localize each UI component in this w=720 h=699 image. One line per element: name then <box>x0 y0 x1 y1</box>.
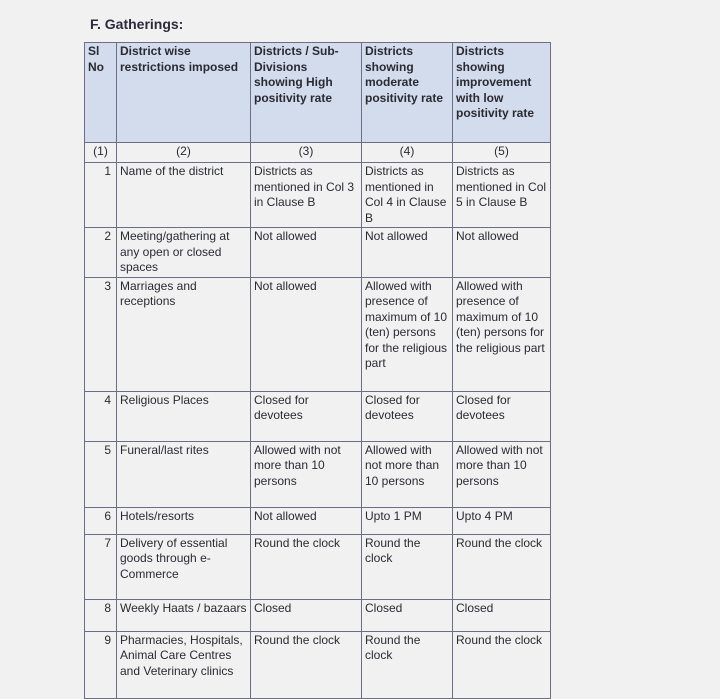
table-cell: Round the clock <box>362 631 453 698</box>
gatherings-table <box>84 42 551 699</box>
table-row <box>85 599 551 631</box>
table-cell: Delivery of essential goods through e-Commerce <box>117 534 251 599</box>
header-low-positivity: Districts showing improvement with low positivity rate <box>453 43 551 143</box>
table-row <box>85 391 551 441</box>
table-cell: 4 <box>85 391 117 441</box>
table-cell: Meeting/gathering at any open or closed spaces <box>117 228 251 278</box>
table-cell: 2 <box>85 228 117 278</box>
table-header-row <box>85 43 551 143</box>
table-cell: Allowed with presence of maximum of 10 (ten) persons for the religious part <box>362 277 453 391</box>
table-cell: Round the clock <box>251 631 362 698</box>
table-cell: 8 <box>85 599 117 631</box>
table-cell: Upto 4 PM <box>453 507 551 534</box>
header-restrictions: District wise restrictions imposed <box>117 43 251 143</box>
table-cell: Funeral/last rites <box>117 441 251 507</box>
table-cell: (2) <box>117 143 251 163</box>
table-cell: Districts as mentioned in Col 3 in Clause B <box>251 163 362 228</box>
section-title: F. Gatherings: <box>90 16 184 32</box>
table-row <box>85 228 551 278</box>
table-row <box>85 507 551 534</box>
header-sl-no: Sl No <box>85 43 117 143</box>
table-cell: Name of the district <box>117 163 251 228</box>
table-cell: Closed <box>362 599 453 631</box>
table-cell: Hotels/resorts <box>117 507 251 534</box>
header-high-positivity: Districts / Sub-Divisions showing High positivity rate <box>251 43 362 143</box>
table-cell: 9 <box>85 631 117 698</box>
table-cell: 5 <box>85 441 117 507</box>
table-cell: 1 <box>85 163 117 228</box>
table-cell: Round the clock <box>453 534 551 599</box>
table-cell: Districts as mentioned in Col 4 in Clause B <box>362 163 453 228</box>
table-cell: Allowed with not more than 10 persons <box>362 441 453 507</box>
table-cell: 7 <box>85 534 117 599</box>
table-cell: 6 <box>85 507 117 534</box>
table-cell: Not allowed <box>251 507 362 534</box>
table-cell: Districts as mentioned in Col 5 in Clause B <box>453 163 551 228</box>
table-cell: Allowed with not more than 10 persons <box>251 441 362 507</box>
table-cell: Closed for devotees <box>251 391 362 441</box>
table-cell: Religious Places <box>117 391 251 441</box>
table-row <box>85 277 551 391</box>
table-cell: Not allowed <box>251 228 362 278</box>
table-cell: Round the clock <box>362 534 453 599</box>
table-cell: Weekly Haats / bazaars <box>117 599 251 631</box>
table-cell: Marriages and receptions <box>117 277 251 391</box>
table-row <box>85 441 551 507</box>
table-cell: (5) <box>453 143 551 163</box>
table-cell: Closed for devotees <box>362 391 453 441</box>
table-cell: 3 <box>85 277 117 391</box>
table-cell: Upto 1 PM <box>362 507 453 534</box>
table-cell: Closed for devotees <box>453 391 551 441</box>
table-cell: (1) <box>85 143 117 163</box>
table-cell: Allowed with presence of maximum of 10 (ten) persons for the religious part <box>453 277 551 391</box>
header-moderate-positivity: Districts showing moderate positivity rate <box>362 43 453 143</box>
table-cell: Not allowed <box>362 228 453 278</box>
table-row <box>85 143 551 163</box>
table-cell: Not allowed <box>251 277 362 391</box>
table-cell: (4) <box>362 143 453 163</box>
table-row <box>85 631 551 698</box>
table-cell: Closed <box>453 599 551 631</box>
table-cell: Allowed with not more than 10 persons <box>453 441 551 507</box>
table-cell: Not allowed <box>453 228 551 278</box>
table-row <box>85 534 551 599</box>
table-cell: (3) <box>251 143 362 163</box>
table-cell: Closed <box>251 599 362 631</box>
table-cell: Round the clock <box>251 534 362 599</box>
table-cell: Pharmacies, Hospitals, Animal Care Centres and Veterinary clinics <box>117 631 251 698</box>
table-cell: Round the clock <box>453 631 551 698</box>
table-row <box>85 163 551 228</box>
